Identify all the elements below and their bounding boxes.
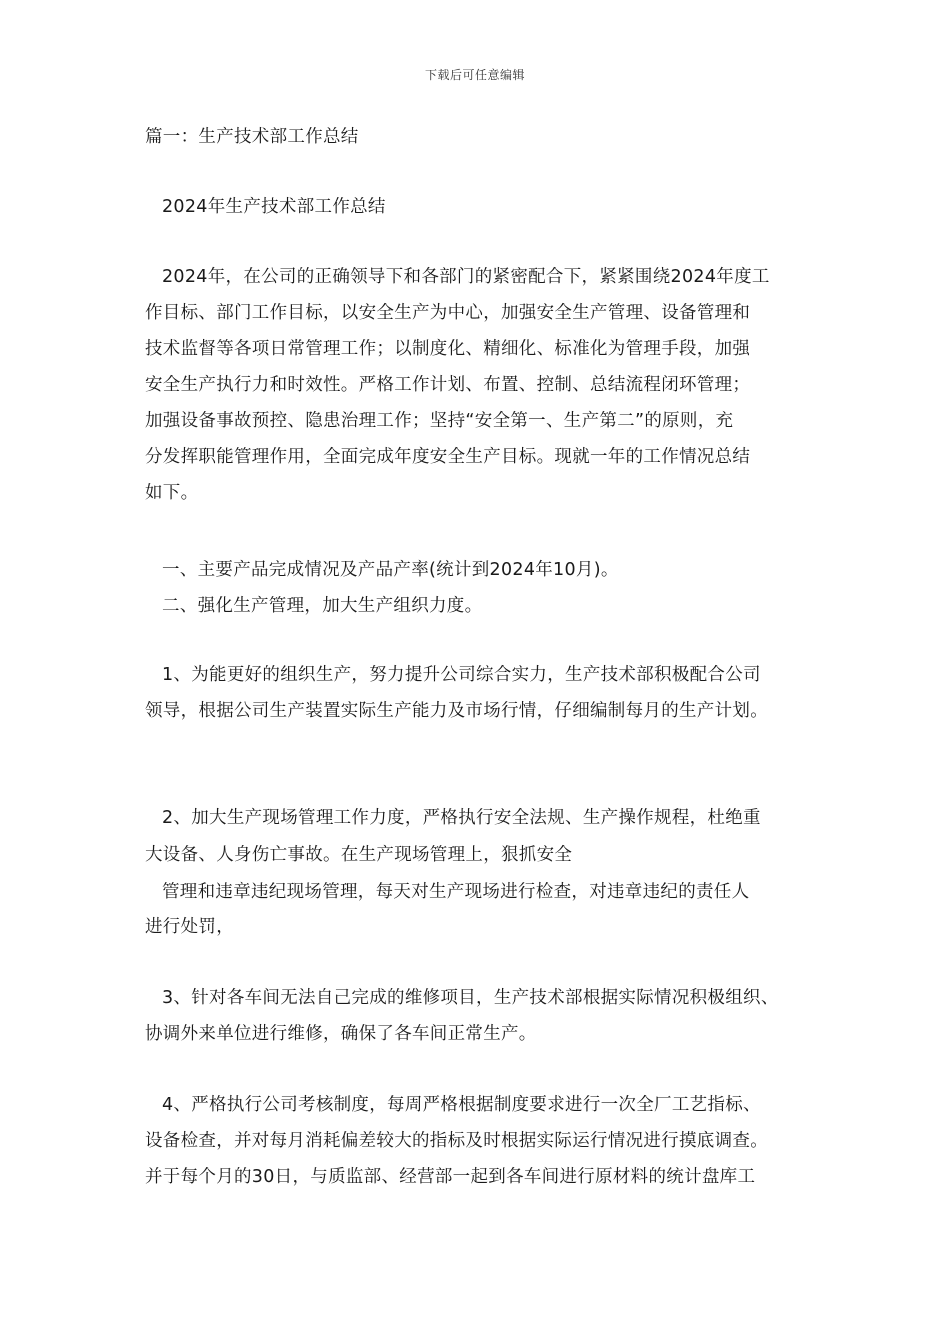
item-line: 进行处罚， (145, 917, 234, 937)
intro-line: 技术监督等各项日常管理工作；以制度化、精细化、标准化为管理手段，加强 (145, 339, 751, 359)
item-line: 并于每个月的30日，与质监部、经营部一起到各车间进行原材料的统计盘库工 (145, 1167, 756, 1187)
document-title: 篇一：生产技术部工作总结 (145, 127, 359, 147)
item-line: 2、加大生产现场管理工作力度，严格执行安全法规、生产操作规程，杜绝重 (162, 808, 761, 828)
intro-line: 加强设备事故预控、隐患治理工作；坚持“安全第一、生产第二”的原则，充 (145, 411, 734, 431)
intro-line: 分发挥职能管理作用，全面完成年度安全生产目标。现就一年的工作情况总结 (145, 447, 751, 467)
intro-line: 如下。 (145, 483, 199, 503)
item-line: 大设备、人身伤亡事故。在生产现场管理上，狠抓安全 (145, 845, 573, 865)
intro-line: 安全生产执行力和时效性。严格工作计划、布置、控制、总结流程闭环管理； (145, 375, 751, 395)
page-header: 下载后可任意编辑 (424, 68, 525, 82)
intro-line: 2024年，在公司的正确领导下和各部门的紧密配合下，紧紧围绕2024年度工 (162, 267, 770, 287)
section-heading-1: 一、主要产品完成情况及产品产率(统计到2024年10月)。 (162, 560, 619, 580)
intro-line: 作目标、部门工作目标，以安全生产为中心，加强安全生产管理、设备管理和 (145, 303, 751, 323)
item-line: 1、为能更好的组织生产，努力提升公司综合实力，生产技术部积极配合公司 (162, 665, 761, 685)
item-line: 管理和违章违纪现场管理，每天对生产现场进行检查，对违章违纪的责任人 (162, 882, 750, 902)
item-line: 4、严格执行公司考核制度，每周严格根据制度要求进行一次全厂工艺指标、 (162, 1095, 761, 1115)
item-line: 协调外来单位进行维修，确保了各车间正常生产。 (145, 1024, 537, 1044)
section-heading-2: 二、强化生产管理，加大生产组织力度。 (162, 596, 483, 616)
item-line: 设备检查，并对每月消耗偏差较大的指标及时根据实际运行情况进行摸底调查。 (145, 1131, 768, 1151)
item-line: 领导，根据公司生产装置实际生产能力及市场行情，仔细编制每月的生产计划。 (145, 701, 768, 721)
report-subtitle: 2024年生产技术部工作总结 (162, 197, 386, 217)
item-line: 3、针对各车间无法自己完成的维修项目，生产技术部根据实际情况积极组织、 (162, 988, 779, 1008)
